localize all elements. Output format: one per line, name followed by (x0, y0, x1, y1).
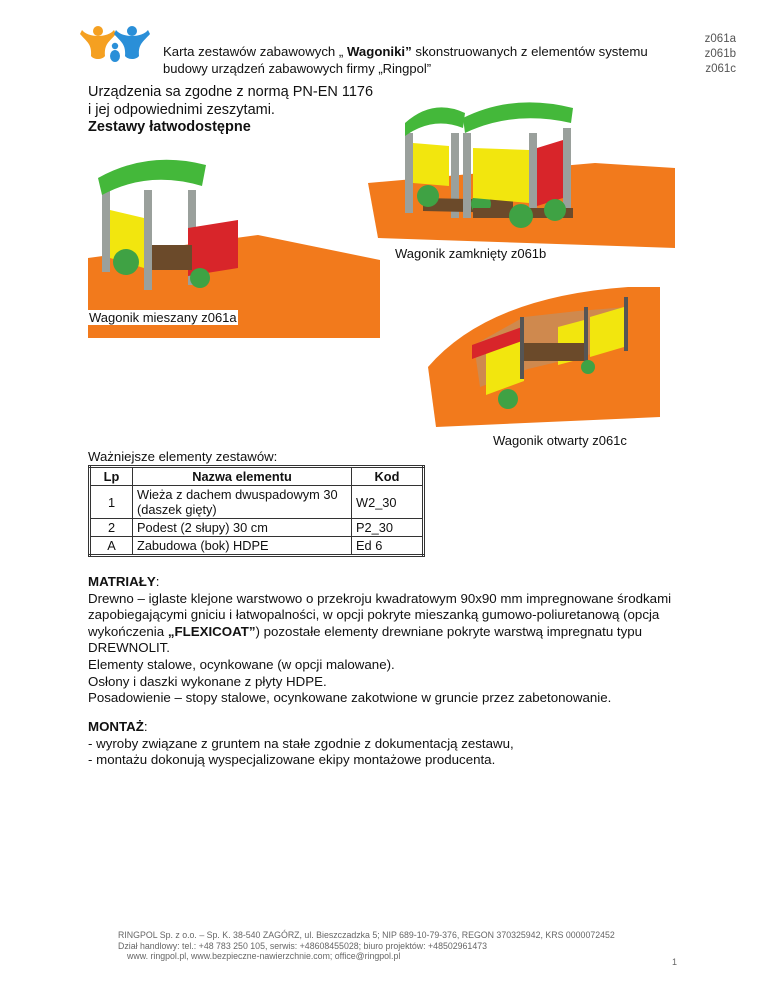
footer-address: RINGPOL Sp. z o.o. – Sp. K. 38-540 ZAGÓRZ, ul. Bieszczadzka 5; NIP 689-10-79-376, REGON 370325942, KRS 0000072452 (118, 930, 615, 940)
cell-lp: 2 (90, 519, 133, 537)
assembly-line: - wyroby związane z gruntem na stałe zgodnie z dokumentacją zestawu, (88, 735, 514, 751)
column-header: Lp (90, 467, 133, 486)
product-code: z061c (705, 63, 736, 75)
table-row (90, 537, 424, 556)
table-header-row (90, 467, 424, 486)
document-title: Karta zestawów zabawowych „ Wagoniki” skonstruowanych z elementów systemu (163, 44, 648, 59)
accessibility-note: Zestawy łatwodostępne (88, 119, 251, 135)
footer-web: www. ringpol.pl, www.bezpieczne-nawierzchnie.com; office@ringpol.pl (127, 951, 401, 962)
image-caption-z061a: Wagonik mieszany z061a (89, 310, 237, 325)
materials-paragraph: Drewno – iglaste klejone warstwowo o przekroju kwadratowym 90x90 mm impregnowane środkami zapobiegającymi gniciu i łatwopalności, w opcji pokryte mieszanką gumowo-poliuretanową (opcja wykończenia „FLEXICOAT”) pozostałe elementy drewniane pokryte warstwą impregnatu typu DREWNOLIT. (88, 590, 672, 656)
elements-table (88, 465, 425, 557)
page-number: 1 (672, 957, 678, 967)
cell-code: W2_30 (352, 486, 424, 519)
footer-phones: Dział handlowy: tel.: +48 783 250 105, serwis: +48608455028; biuro projektów: +48502961473 (118, 940, 488, 951)
image-caption-z061c: Wagonik otwarty z061c (493, 433, 627, 448)
product-code: z061b (704, 48, 736, 60)
assembly-line: - montażu dokonują wyspecjalizowane ekipy montażowe producenta. (88, 752, 496, 768)
cell-name: Zabudowa (bok) HDPE (133, 537, 352, 556)
column-header: Kod (352, 467, 424, 486)
table-title: Ważniejsze elementy zestawów: (88, 449, 278, 464)
cell-lp: 1 (90, 486, 133, 519)
document-subtitle: budowy urządzeń zabawowych firmy „Ringpol” (163, 61, 432, 76)
logo-small-figure (110, 43, 120, 62)
table-row (90, 486, 424, 519)
assembly-heading: MONTAŻ: (88, 719, 148, 734)
image-caption-z061b: Wagonik zamknięty z061b (395, 246, 547, 261)
column-header: Nazwa elementu (133, 467, 352, 486)
company-footer (118, 930, 615, 962)
product-codes (690, 32, 736, 77)
cell-code: P2_30 (352, 519, 424, 537)
intro-text (88, 84, 373, 137)
product-image-z061c (428, 287, 660, 427)
set-name: Wagoniki” (346, 44, 412, 59)
materials-foundation: Posadowienie – stopy stalowe, ocynkowane zakotwione w gruncie przez zabetonowanie. (88, 690, 612, 706)
materials-steel: Elementy stalowe, ocynkowane (w opcji malowane). (88, 656, 395, 672)
cell-name: Wieża z dachem dwuspadowym 30 (daszek gięty) (133, 486, 352, 519)
norm-line-2: i jej odpowiednimi zeszytami. (88, 101, 275, 118)
cell-code: Ed 6 (352, 537, 424, 556)
ringpol-logo (78, 22, 154, 66)
materials-heading: MATRIAŁY: (88, 574, 160, 589)
cell-name: Podest (2 słupy) 30 cm (133, 519, 352, 537)
cell-lp: A (90, 537, 133, 556)
assembly-section (88, 719, 688, 769)
materials-section (88, 574, 688, 707)
materials-hdpe: Osłony i daszki wykonane z płyty HDPE. (88, 673, 327, 689)
norm-line: Urządzenia sa zgodne z normą PN-EN 1176 (88, 84, 374, 100)
table-row (90, 519, 424, 537)
product-code: z061a (704, 33, 736, 45)
